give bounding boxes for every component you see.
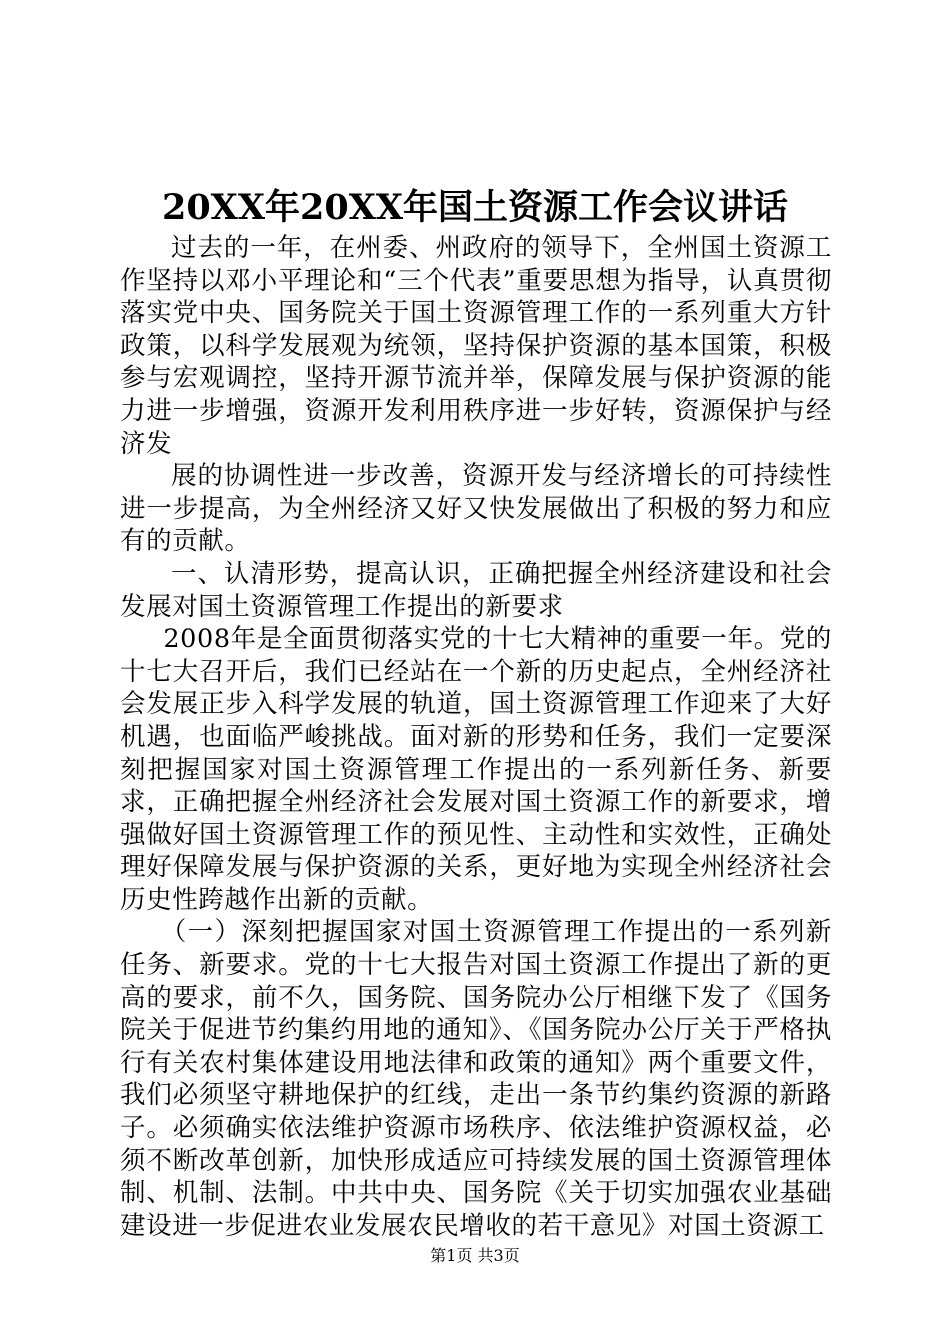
document-title: 20XX年20XX年国土资源工作会议讲话 xyxy=(161,187,789,228)
paragraph: 过去的一年，在州委、州政府的领导下，全州国土资源工作坚持以邓小平理论和“三个代表”重要思想为指导，认真贯彻落实党中央、国务院关于国土资源管理工作的一系列重大方针政策，以科学发展观为统领，坚持保护资源的基本国策，积极参与宏观调控，坚持开源节流并举，保障发展与保护资源的能力进一步增强，资源开发利用秩序进一步好转，资源保护与经济发 xyxy=(120,233,832,459)
page-number: 第1页 共3页 xyxy=(430,1246,520,1265)
paragraph: 展的协调性进一步改善，资源开发与经济增长的可持续性进一步提高，为全州经济又好又快发展做出了积极的努力和应有的贡献。 xyxy=(120,461,832,557)
document-body xyxy=(120,232,832,1242)
section-heading: 一、认清形势，提高认识，正确把握全州经济建设和社会发展对国土资源管理工作提出的新要求 xyxy=(120,558,832,622)
paragraph: （一）深刻把握国家对国土资源管理工作提出的一系列新任务、新要求。党的十七大报告对国土资源工作提出了新的更高的要求，前不久，国务院、国务院办公厅相继下发了《国务院关于促进节约集约用地的通知》、《国务院办公厅关于严格执行有关农村集体建设用地法律和政策的通知》两个重要文件，我们必须坚守耕地保护的红线，走出一条节约集约资源的新路子。必须确实依法维护资源市场秩序、依法维护资源权益，必须不断改革创新，加快形成适应可持续发展的国土资源管理体制、机制、法制。中共中央、国务院《关于切实加强农业基础建设进一步促进农业发展农民增收的若干意见》对国土资源工 xyxy=(120,917,832,1241)
paragraph: 2008年是全面贯彻落实党的十七大精神的重要一年。党的十七大召开后，我们已经站在一个新的历史起点，全州经济社会发展正步入科学发展的轨道，国土资源管理工作迎来了大好机遇，也面临严峻挑战。面对新的形势和任务，我们一定要深刻把握国家对国土资源管理工作提出的一系列新任务、新要求，正确把握全州经济社会发展对国土资源工作的新要求，增强做好国土资源管理工作的预见性、主动性和实效性，正确处理好保障发展与保护资源的关系，更好地为实现全州经济社会历史性跨越作出新的贡献。 xyxy=(120,624,832,915)
